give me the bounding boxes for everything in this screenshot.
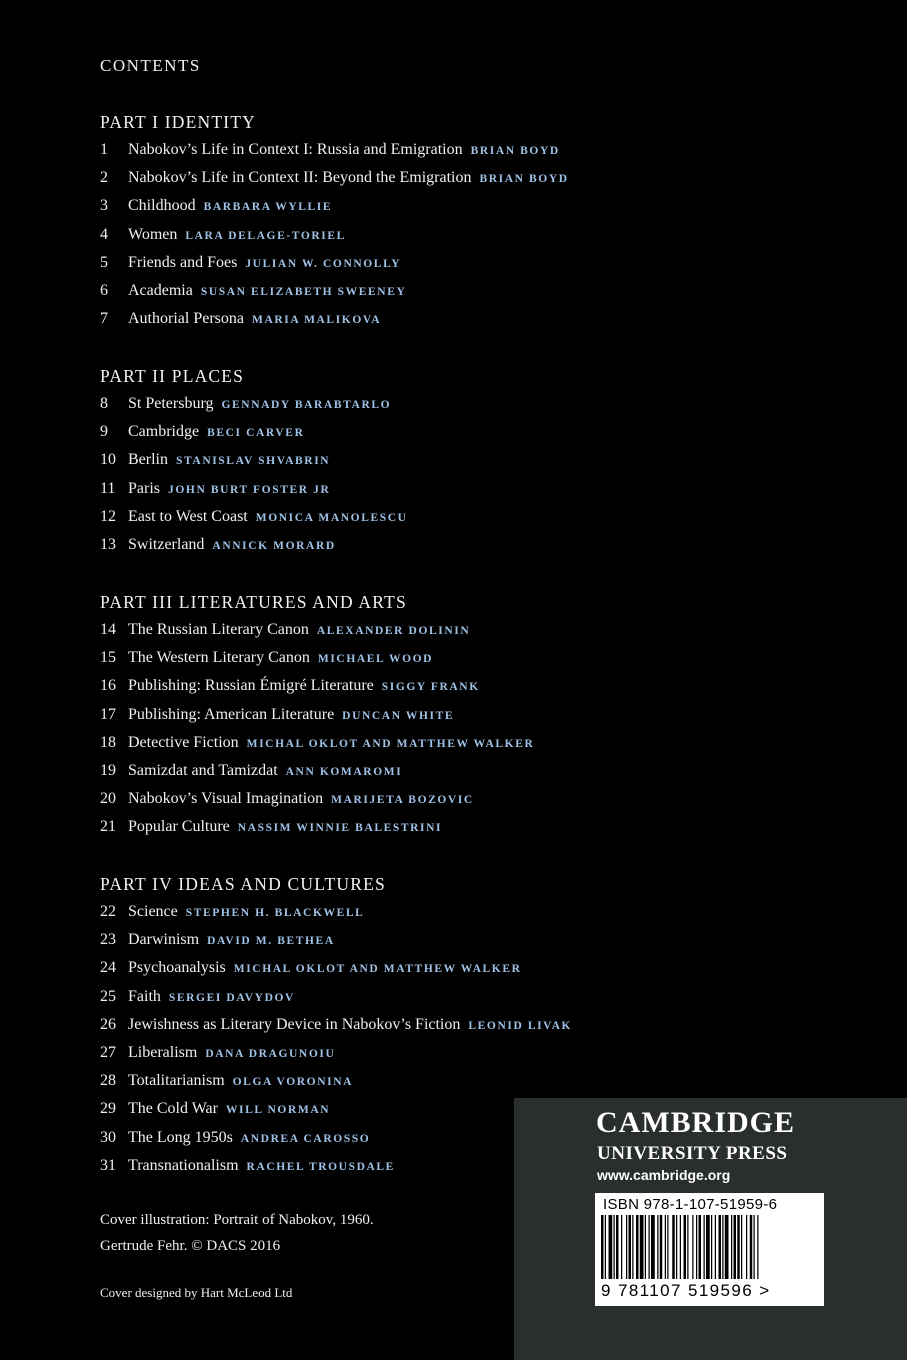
chapter-title-line: [128, 705, 454, 726]
chapter-title-line: [128, 196, 332, 217]
chapter-number: 4: [100, 225, 108, 243]
chapter-author: MARIJETA BOZOVIC: [331, 794, 474, 807]
chapter-title: Academia: [128, 281, 193, 299]
chapter-author: ANNICK MORARD: [212, 539, 336, 552]
chapter-title-line: [128, 422, 304, 443]
barcode-bar: [614, 1215, 615, 1279]
chapter-number: 11: [100, 479, 116, 497]
chapter-entry: [100, 225, 346, 253]
chapter-number: 16: [100, 677, 116, 695]
barcode-bar: [605, 1215, 606, 1279]
chapter-title: Psychoanalysis: [128, 959, 226, 977]
chapter-title-line: [128, 1128, 370, 1149]
chapter-author: ANDREA CAROSSO: [240, 1132, 371, 1145]
chapter-number: 13: [100, 535, 116, 553]
publisher-name: CAMBRIDGE: [596, 1106, 796, 1139]
chapter-entry: [100, 196, 333, 224]
publisher-panel: [514, 1098, 907, 1360]
cover-credits: [100, 1207, 374, 1259]
barcode-bar: [621, 1215, 622, 1279]
barcode-bar: [680, 1215, 681, 1279]
chapter-entry: [100, 987, 386, 1015]
chapter-author: MONICA MANOLESCU: [255, 511, 408, 524]
chapter-author: GENNADY BARABTARLO: [221, 399, 392, 411]
barcode-bar: [725, 1215, 729, 1279]
chapter-entry: [100, 789, 474, 817]
barcode-bar: [645, 1215, 646, 1279]
barcode-bar: [741, 1215, 742, 1279]
chapter-number: 8: [100, 395, 108, 412]
chapter-title: Women: [128, 225, 178, 243]
chapter-title-line: [128, 648, 433, 669]
chapter-title-line: [128, 535, 336, 556]
chapter-title-line: [128, 479, 330, 500]
chapter-entry: [100, 168, 569, 196]
chapter-title-line: [128, 930, 335, 951]
chapter-entry: [100, 648, 434, 676]
chapter-entry: [100, 1043, 386, 1071]
barcode-bar: [722, 1215, 723, 1279]
chapter-title: Detective Fiction: [128, 733, 239, 751]
chapter-entry: [100, 620, 471, 648]
chapter-entry: [100, 705, 455, 733]
chapter-number: 12: [100, 507, 116, 525]
chapter-title: Switzerland: [128, 535, 205, 553]
chapter-title-line: [128, 761, 402, 782]
chapter-title: Berlin: [128, 451, 168, 469]
barcode-bar: [684, 1215, 687, 1279]
toc-part: [100, 110, 569, 337]
chapter-entry: [100, 1128, 386, 1156]
barcode-bar: [636, 1215, 639, 1279]
chapter-number: 15: [100, 649, 116, 667]
chapter-number: 26: [100, 1015, 116, 1033]
chapter-title: Transnationalism: [128, 1156, 239, 1174]
chapter-title-line: [128, 902, 364, 923]
chapter-author: NASSIM WINNIE BALESTRINI: [237, 822, 443, 835]
chapter-title: The Cold War: [128, 1100, 218, 1118]
chapter-title-line: [128, 987, 295, 1008]
chapter-title-line: [128, 168, 569, 189]
barcode-bar: [667, 1215, 668, 1279]
isbn-number: ISBN 978-1-107-51959-6: [603, 1196, 778, 1213]
chapter-title: Cambridge: [128, 423, 200, 441]
chapter-number: 1: [100, 141, 108, 158]
cover-illustration-credit: Cover illustration: Portrait of Nabokov, 1960.: [100, 1212, 374, 1228]
part-title: PART IV IDEAS AND CULTURES: [100, 874, 386, 894]
barcode-bar: [651, 1215, 655, 1279]
barcode-bar: [660, 1215, 663, 1279]
barcode-bar: [609, 1215, 613, 1279]
chapter-title: Nabokov’s Life in Context I: Russia and Emigration: [128, 141, 463, 158]
publisher-url: www.cambridge.org: [597, 1167, 731, 1183]
chapter-title: Paris: [128, 479, 160, 497]
chapter-author: DAVID M. BETHEA: [207, 935, 335, 948]
barcode-bar: [734, 1215, 737, 1279]
chapter-number: 21: [100, 818, 116, 836]
chapter-number: 10: [100, 451, 116, 469]
chapter-title: Faith: [128, 987, 161, 1005]
chapter-author: DANA DRAGUNOIU: [205, 1047, 336, 1060]
chapter-entry: [100, 1015, 573, 1043]
chapter-title-line: [128, 309, 381, 330]
chapter-author: MICHAL OKLOT AND MATTHEW WALKER: [246, 737, 535, 750]
chapter-title: Nabokov’s Life in Context II: Beyond the Emigration: [128, 169, 472, 187]
chapter-title: Authorial Persona: [128, 310, 244, 328]
barcode-bar: [715, 1215, 716, 1279]
chapter-entry: [100, 450, 331, 478]
barcode-bar: [706, 1215, 710, 1279]
chapter-title: Liberalism: [128, 1043, 198, 1061]
chapter-title-line: [128, 676, 480, 697]
chapter-author: MICHAL OKLOT AND MATTHEW WALKER: [233, 963, 522, 976]
chapter-title-line: [128, 958, 522, 979]
chapter-entry: [100, 1071, 386, 1099]
chapter-entry: [100, 733, 535, 761]
barcode-bar: [696, 1215, 697, 1279]
chapter-title-line: [128, 450, 330, 471]
contents-heading: CONTENTS: [100, 56, 201, 75]
barcode-bar: [750, 1215, 753, 1279]
chapter-title: Childhood: [128, 197, 196, 215]
barcode-bar: [704, 1215, 705, 1279]
chapter-title-line: [128, 1015, 572, 1036]
barcode-bar: [616, 1215, 619, 1279]
chapter-number: 29: [100, 1100, 116, 1118]
chapter-number: 5: [100, 253, 108, 271]
barcode-bar: [640, 1215, 644, 1279]
chapter-author: SERGEI DAVYDOV: [168, 991, 295, 1004]
chapter-author: JULIAN W. CONNOLLY: [245, 257, 402, 270]
barcode-bar: [719, 1215, 722, 1279]
chapter-author: SIGGY FRANK: [381, 681, 480, 694]
chapter-number: 28: [100, 1072, 116, 1090]
chapter-entry: [100, 281, 407, 309]
chapter-author: MICHAEL WOOD: [317, 653, 434, 666]
chapter-author: BRIAN BOYD: [470, 145, 560, 157]
chapter-title-line: [128, 1099, 330, 1120]
chapter-title-line: [128, 1071, 353, 1092]
chapter-number: 19: [100, 761, 116, 779]
barcode-bar: [632, 1215, 633, 1279]
chapter-number: 2: [100, 169, 108, 187]
barcode-bar: [754, 1215, 755, 1279]
chapter-author: JOHN BURT FOSTER JR: [168, 483, 331, 496]
barcode-bar: [699, 1215, 702, 1279]
chapter-entry: [100, 479, 331, 507]
chapter-author: LEONID LIVAK: [468, 1019, 573, 1032]
barcode-bar: [687, 1215, 688, 1279]
chapter-entry: [100, 253, 402, 281]
chapter-title-line: [128, 507, 408, 528]
chapter-entry: [100, 902, 386, 930]
chapter-number: 18: [100, 733, 116, 751]
chapter-author: STEPHEN H. BLACKWELL: [185, 907, 365, 919]
barcode-bar: [672, 1215, 675, 1279]
isbn-barcode: [595, 1193, 824, 1306]
toc-part: [100, 872, 573, 1184]
chapter-number: 27: [100, 1043, 116, 1061]
chapter-title: Popular Culture: [128, 818, 230, 836]
chapter-title-line: [128, 140, 560, 161]
chapter-number: 23: [100, 931, 116, 949]
chapter-title: Friends and Foes: [128, 253, 238, 271]
chapter-entry: [100, 309, 382, 337]
chapter-title: Totalitarianism: [128, 1072, 225, 1090]
chapter-title-line: [128, 253, 401, 274]
chapter-entry: [100, 394, 392, 422]
chapter-title: Darwinism: [128, 931, 200, 949]
barcode-bar: [746, 1215, 747, 1279]
chapter-number: 31: [100, 1156, 116, 1174]
chapter-entry: [100, 817, 443, 845]
chapter-title: The Russian Literary Canon: [128, 621, 309, 638]
chapter-title-line: [128, 620, 470, 641]
chapter-author: LARA DELAGE-TORIEL: [185, 229, 346, 242]
barcode-bar: [629, 1215, 632, 1279]
chapter-title-line: [128, 225, 346, 246]
chapter-author: STANISLAV SHVABRIN: [176, 455, 331, 468]
chapter-number: 14: [100, 621, 116, 638]
toc-part: [100, 590, 535, 846]
part-title: PART II PLACES: [100, 366, 245, 386]
chapter-number: 7: [100, 310, 108, 328]
barcode-bar: [692, 1215, 693, 1279]
barcode-bars: [601, 1215, 817, 1281]
cover-designer-credit: Cover designed by Hart McLeod Ltd: [100, 1285, 293, 1300]
barcode-bar: [676, 1215, 677, 1279]
barcode-bar: [711, 1215, 712, 1279]
chapter-entry: [100, 535, 336, 563]
chapter-author: OLGA VORONINA: [232, 1076, 353, 1089]
barcode-bar: [626, 1215, 627, 1279]
publisher-subtitle: UNIVERSITY PRESS: [597, 1143, 788, 1164]
barcode-bar: [665, 1215, 666, 1279]
chapter-title-line: [128, 394, 391, 415]
part-title: PART I IDENTITY: [100, 112, 256, 132]
chapter-title-line: [128, 817, 442, 838]
barcode-bar: [657, 1215, 658, 1279]
chapter-author: RACHEL TROUSDALE: [246, 1160, 395, 1173]
part-title: PART III LITERATURES AND ARTS: [100, 592, 407, 612]
chapter-author: SUSAN ELIZABETH SWEENEY: [200, 285, 407, 298]
chapter-title: The Western Literary Canon: [128, 649, 310, 667]
chapter-title-line: [128, 1156, 395, 1177]
chapter-title-line: [128, 789, 474, 810]
chapter-author: BECI CARVER: [207, 427, 305, 440]
chapter-entry: [100, 140, 560, 168]
barcode-bar: [731, 1215, 732, 1279]
chapter-title: St Petersburg: [128, 395, 214, 412]
chapter-title-line: [128, 281, 406, 302]
chapter-entry: [100, 761, 407, 789]
barcode-bar: [601, 1215, 604, 1279]
chapter-author: BRIAN BOYD: [479, 173, 569, 186]
chapter-author: ALEXANDER DOLININ: [316, 625, 471, 637]
barcode-bar: [737, 1215, 740, 1279]
barcode-bar: [757, 1215, 758, 1279]
chapter-number: 25: [100, 987, 116, 1005]
chapter-number: 17: [100, 705, 116, 723]
chapter-title: Samizdat and Tamizdat: [128, 761, 278, 779]
chapter-number: 6: [100, 281, 108, 299]
chapter-entry: [100, 507, 408, 535]
chapter-title: Publishing: American Literature: [128, 705, 335, 723]
barcode-digits: 9 781107 519596 >: [601, 1281, 771, 1300]
chapter-entry: [100, 422, 305, 450]
chapter-title-line: [128, 1043, 335, 1064]
chapter-entry: [100, 1156, 395, 1184]
chapter-title-line: [128, 733, 534, 754]
chapter-number: 30: [100, 1128, 116, 1146]
photographer-credit: Gertrude Fehr. © DACS 2016: [100, 1238, 281, 1254]
chapter-title: East to West Coast: [128, 507, 248, 525]
chapter-title: Nabokov’s Visual Imagination: [128, 790, 324, 808]
chapter-author: WILL NORMAN: [225, 1104, 331, 1117]
toc-part: [100, 364, 408, 563]
chapter-entry: [100, 930, 386, 958]
chapter-entry: [100, 676, 480, 704]
barcode-bar: [649, 1215, 650, 1279]
chapter-title: Publishing: Russian Émigré Literature: [128, 677, 374, 695]
chapter-author: ANN KOMAROMI: [285, 765, 403, 778]
chapter-number: 3: [100, 197, 108, 215]
chapter-number: 22: [100, 903, 116, 920]
chapter-author: BARBARA WYLLIE: [203, 201, 333, 214]
chapter-author: MARIA MALIKOVA: [251, 314, 382, 327]
chapter-number: 9: [100, 423, 108, 441]
chapter-title: The Long 1950s: [128, 1128, 233, 1146]
chapter-title: Jewishness as Literary Device in Nabokov’s Fiction: [128, 1015, 461, 1033]
chapter-entry: [100, 958, 522, 986]
chapter-entry: [100, 1099, 386, 1127]
chapter-title: Science: [128, 903, 178, 920]
chapter-number: 24: [100, 959, 116, 977]
chapter-author: DUNCAN WHITE: [342, 709, 455, 722]
chapter-number: 20: [100, 790, 116, 808]
